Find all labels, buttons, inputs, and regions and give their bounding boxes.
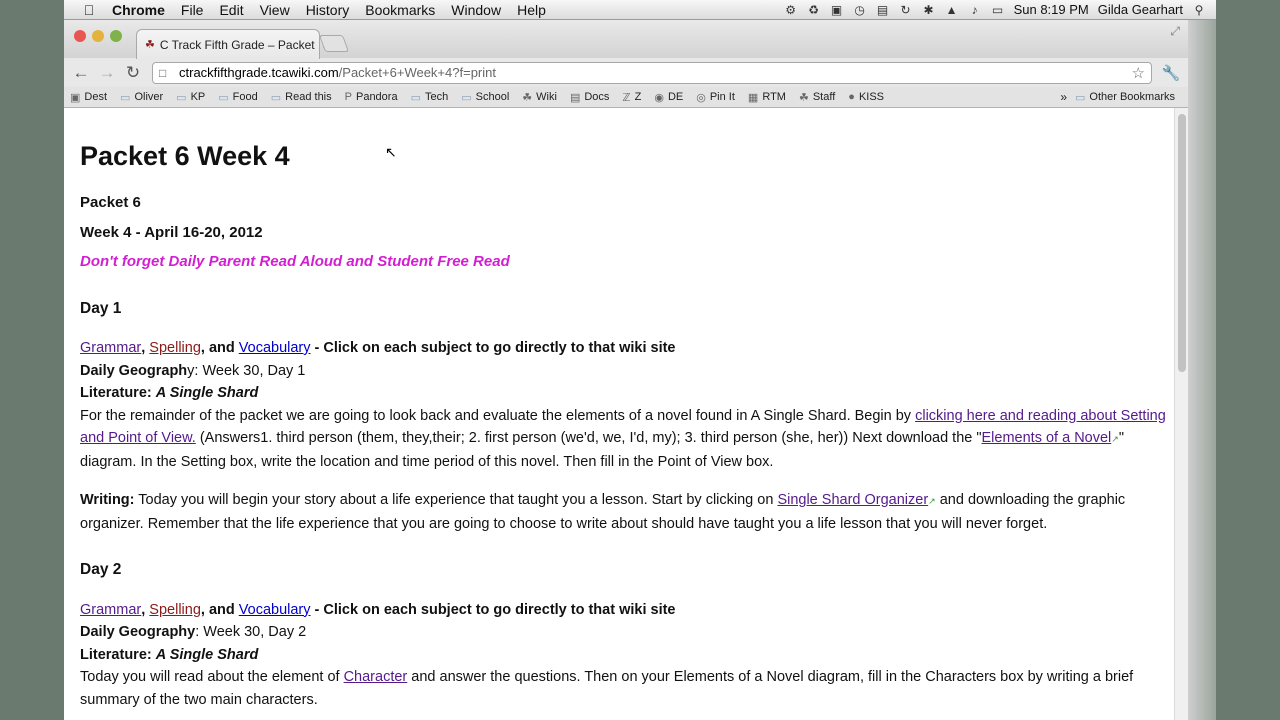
bookmark-item[interactable]	[570, 91, 609, 104]
para-text: " diagram. In the Setting box, write the location and time period of this novel. Then fill in the Point of View box.	[80, 430, 1124, 470]
menu-window[interactable]: Window	[451, 1, 502, 18]
fullscreen-icon[interactable]: ⤢	[1170, 24, 1180, 38]
address-bar[interactable]	[152, 62, 1152, 84]
battery-icon[interactable]: ▭	[991, 2, 1004, 17]
plant-icon: ☘	[522, 91, 533, 104]
bookmark-label: DE	[667, 91, 684, 103]
bluetooth-icon[interactable]: ✱	[923, 2, 934, 17]
bookmark-label: Read this	[285, 91, 332, 103]
bookmark-item[interactable]	[70, 91, 107, 104]
page-title: Packet 6 Week 4	[80, 141, 290, 171]
bookmark-label: School	[475, 91, 510, 103]
external-link-icon: ↗	[1111, 434, 1119, 444]
packet-label: Packet 6	[80, 194, 141, 211]
bookmark-item[interactable]	[345, 91, 398, 103]
bookmark-label: Z	[634, 91, 642, 103]
pandora-icon: P	[344, 91, 352, 103]
plant-icon: ☘	[798, 91, 809, 104]
bookmark-item[interactable]	[120, 91, 163, 104]
lit-book: A Single Shard	[155, 385, 259, 401]
bookmark-item[interactable]	[176, 91, 205, 104]
url-host: ctrackfifthgrade.tcawiki.com	[179, 65, 339, 80]
folder-icon: ▭	[270, 91, 282, 104]
geo-label: Daily Geograph	[80, 362, 188, 379]
character-link[interactable]: Character	[343, 669, 408, 685]
browser-tab[interactable]	[136, 29, 320, 59]
bookmarks-bar	[64, 87, 1188, 108]
week-label: Week 4 - April 16-20, 2012	[80, 223, 263, 241]
menu-edit[interactable]: Edit	[219, 1, 244, 18]
tab-title: C Track Fifth Grade – Packet	[159, 37, 315, 52]
day1-grammar-link[interactable]: Grammar	[80, 340, 142, 356]
time-machine-icon[interactable]: ◷	[854, 2, 865, 17]
bookmark-item[interactable]	[696, 91, 735, 104]
docs-icon: ▤	[569, 91, 581, 104]
menu-bookmarks[interactable]: Bookmarks	[365, 1, 436, 18]
url-path: /Packet+6+Week+4?f=print	[338, 65, 496, 80]
writing-label: Writing:	[80, 492, 135, 508]
menu-history[interactable]: History	[305, 1, 350, 18]
apple-icon[interactable]	[74, 2, 104, 18]
day2-grammar-link[interactable]: Grammar	[80, 601, 142, 618]
day1-spelling-link[interactable]: Spelling	[149, 340, 201, 356]
writing-text: Today you will begin your story about a life experience that taught you a lesson. Start by clicking on	[134, 492, 778, 508]
bookmark-label: Oliver	[134, 91, 164, 103]
scrollbar-thumb[interactable]	[1178, 114, 1186, 372]
lit-label: Literature:	[80, 646, 152, 663]
bookmark-label: KISS	[858, 91, 885, 103]
day2-geography	[80, 621, 1174, 644]
menu-file[interactable]: File	[180, 1, 204, 18]
bookmark-label: Dest	[84, 91, 108, 103]
reload-button[interactable]: ↻	[125, 62, 141, 82]
z-icon: ℤ	[622, 91, 631, 104]
bookmark-item[interactable]	[799, 91, 835, 104]
geo-label: Daily Geography	[80, 624, 196, 640]
zoom-window-button[interactable]	[110, 30, 122, 42]
gear-icon[interactable]: ⚙	[785, 2, 796, 17]
bookmark-item[interactable]	[461, 91, 509, 104]
external-link-icon: ↗	[928, 496, 936, 506]
menu-help[interactable]: Help	[517, 1, 546, 18]
bookmark-item[interactable]	[622, 91, 641, 104]
and-text: , and	[200, 340, 235, 356]
back-button[interactable]: ←	[72, 62, 90, 82]
folder-icon: ▭	[176, 91, 187, 104]
forward-button[interactable]: →	[98, 62, 116, 82]
menu-view[interactable]: View	[259, 1, 290, 18]
day2-spelling-link[interactable]: Spelling	[149, 601, 201, 618]
bookmark-label: Wiki	[536, 91, 557, 103]
refresh-icon[interactable]: ↻	[900, 2, 911, 17]
menu-app-name[interactable]: Chrome	[112, 1, 165, 18]
wifi-icon[interactable]: ▲	[945, 2, 958, 17]
day1-heading: Day 1	[80, 299, 122, 317]
day1-lit-paragraph	[80, 405, 1174, 474]
lit-book: A Single Shard	[155, 646, 259, 663]
and-text: , and	[200, 601, 235, 618]
bookmark-label: Pin It	[709, 91, 735, 103]
bookmark-item[interactable]	[271, 91, 332, 104]
vertical-scrollbar[interactable]	[1174, 108, 1188, 720]
day2-vocabulary-link[interactable]: Vocabulary	[238, 601, 311, 618]
reminder-text: Don't forget Daily Parent Read Aloud and Student Free Read	[80, 253, 510, 270]
bookmark-label: Tech	[424, 91, 449, 103]
menubar-clock[interactable]: Sun 8:19 PM	[1013, 2, 1089, 17]
bookmark-label: RTM	[762, 91, 786, 103]
kiss-icon: ●	[848, 91, 855, 103]
menubar-user[interactable]: Gilda Gearhart	[1097, 2, 1183, 17]
bookmark-label: Staff	[812, 91, 836, 103]
day2-heading: Day 2	[80, 561, 122, 578]
de-icon: ◉	[654, 91, 664, 104]
bookmark-label: KP	[190, 91, 206, 103]
folder-icon: ▭	[461, 91, 472, 104]
bookmark-item[interactable]	[654, 91, 683, 104]
desktop-background	[1188, 20, 1216, 720]
day1-geography	[80, 360, 1174, 383]
bookmark-label: Food	[232, 91, 258, 103]
para-text: (Answers1. third person (them, they,their; 2. first person (we'd, we, I'd, my); 3. third person (she, her)) Next download the "	[195, 430, 982, 446]
day2-lit-paragraph	[80, 666, 1174, 711]
day1-literature	[80, 382, 1174, 405]
day1-subjects	[80, 337, 1174, 360]
dest-icon: ▣	[70, 91, 81, 104]
bookmark-item[interactable]	[748, 91, 786, 104]
bookmarks-overflow-chevron-icon[interactable]: »	[1060, 90, 1067, 104]
setting-pov-link[interactable]: clicking here and reading about Setting and Point of View.	[80, 407, 1166, 446]
click-note: - Click on each subject to go directly to that wiki site	[310, 340, 676, 356]
writing-text: and downloading the graphic organizer. Remember that the life experience that you are going to choose to write about should have taught you a life lesson that you will never forget.	[80, 492, 1126, 532]
bookmark-label: Pandora	[355, 91, 398, 103]
wrench-menu-icon[interactable]: 🔧	[1161, 64, 1181, 82]
folder-icon: ▭	[218, 91, 229, 104]
bookmark-label: Docs	[584, 91, 610, 103]
pin-icon: ◎	[696, 91, 706, 104]
other-bookmarks-label: Other Bookmarks	[1089, 91, 1175, 103]
para-text: and answer the questions. Then on your Elements of a Novel diagram, fill in the Characters box by writing a brief summary of the two main characters.	[80, 669, 1134, 708]
bookmark-item[interactable]	[522, 91, 557, 104]
volume-icon[interactable]: ♪	[971, 2, 978, 17]
geo-text: : Week 30, Day 2	[195, 624, 307, 640]
folder-icon: ▭	[410, 91, 421, 104]
close-window-button[interactable]	[74, 30, 86, 42]
minimize-window-button[interactable]	[92, 30, 104, 42]
mac-menubar	[64, 0, 1216, 20]
bookmark-item[interactable]	[218, 91, 257, 104]
click-note: - Click on each subject to go directly to that wiki site	[310, 601, 676, 618]
day2-literature	[80, 644, 1174, 667]
comma: ,	[141, 340, 146, 356]
day1-vocabulary-link[interactable]: Vocabulary	[238, 340, 311, 356]
title-bar	[64, 20, 1188, 58]
display-icon[interactable]: ▤	[876, 2, 889, 17]
geo-text: y: Week 30, Day 1	[187, 362, 306, 379]
folder-icon: ▭	[1075, 91, 1086, 104]
bookmark-star-icon[interactable]: ☆	[1131, 64, 1145, 82]
spotlight-search-icon[interactable]: ⚲	[1194, 2, 1204, 17]
lit-label: Literature:	[80, 385, 152, 401]
new-tab-button[interactable]	[319, 35, 349, 52]
page-content	[64, 108, 1174, 720]
other-bookmarks-folder[interactable]	[1075, 91, 1175, 104]
folder-icon: ▭	[120, 91, 131, 104]
calendar-icon: ▦	[747, 91, 759, 104]
para-text: Today you will read about the element of	[80, 669, 344, 685]
tray-icon[interactable]: ▣	[830, 2, 843, 17]
sync-icon[interactable]: ♻	[808, 2, 819, 17]
page-icon: □	[159, 65, 167, 80]
para-text: For the remainder of the packet we are going to look back and evaluate the elements of a novel found in A Single Shard. Begin by	[80, 407, 916, 424]
organizer-link[interactable]: Single Shard Organizer	[777, 492, 929, 508]
browser-window	[64, 20, 1188, 720]
elements-novel-link[interactable]: Elements of a Novel	[981, 430, 1112, 446]
day1-writing	[80, 489, 1174, 535]
bookmark-item[interactable]	[411, 91, 449, 104]
plant-favicon-icon: ☘	[145, 39, 155, 51]
comma: ,	[141, 601, 146, 618]
day2-subjects	[80, 599, 1174, 622]
bookmark-item[interactable]	[848, 91, 884, 103]
mouse-cursor-icon: ↖	[385, 144, 397, 160]
browser-toolbar	[64, 58, 1188, 87]
